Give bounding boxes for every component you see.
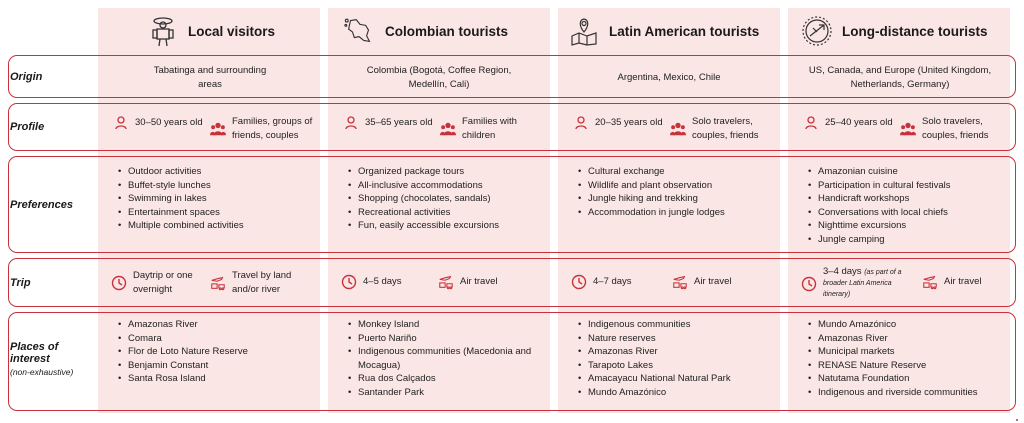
list-item: • Shopping (chocolates, sandals) <box>348 192 544 206</box>
trip-transport-colombian <box>438 274 544 290</box>
row-label-profile: Profile <box>10 121 45 133</box>
list-item: • Outdoor activities <box>118 165 314 179</box>
profile-age-local <box>113 115 205 131</box>
list-item: • Puerto Nariño <box>348 332 544 346</box>
duration-text: 4–5 days <box>363 276 402 288</box>
group-icon <box>210 121 226 137</box>
transport-text: Air travel <box>460 276 498 288</box>
profile-age-colombian <box>343 115 435 131</box>
trip-duration-latam <box>571 274 669 290</box>
list-item: • Buffet-style lunches <box>118 179 314 193</box>
column-title: Long-distance tourists <box>842 23 988 39</box>
list-item: • Amacayacu National Natural Park <box>578 372 774 386</box>
group-text: Families with children <box>462 116 517 141</box>
list-item: • Organized package tours <box>348 165 544 179</box>
list-item: • Amazonas River <box>808 332 1008 346</box>
list-item: • Santa Rosa Island <box>118 372 314 386</box>
origin-latam: Argentina, Mexico, Chile <box>617 72 721 83</box>
trip-duration-colombian <box>341 274 439 290</box>
trip-transport-local <box>210 269 316 296</box>
clock-icon <box>801 276 817 292</box>
colombia-map-icon <box>343 14 377 48</box>
trip-duration-longdistance <box>801 267 919 300</box>
transport-icon <box>210 275 226 291</box>
list-item: • Fun, easily accessible excursions <box>348 219 544 233</box>
column-header-longdistance <box>800 8 988 54</box>
list-item: • Santander Park <box>348 386 544 400</box>
row-label-origin: Origin <box>10 71 43 83</box>
transport-icon <box>672 274 688 290</box>
column-title: Local visitors <box>188 23 276 39</box>
list-item: • Indigenous communities <box>578 318 774 332</box>
list-item: • Rua dos Calçados <box>348 372 544 386</box>
trip-transport-longdistance <box>922 274 1012 290</box>
list-item: • Jungle hiking and trekking <box>578 192 774 206</box>
places-label-text: Places of interest <box>10 341 59 365</box>
age-text: 25–40 years old <box>825 117 893 129</box>
group-icon <box>440 121 456 137</box>
preferences-colombian <box>348 165 544 233</box>
age-icon <box>343 115 359 131</box>
origin-colombian: Colombia (Bogotá, Coffee Region, Medellín, Cali) <box>366 65 512 90</box>
list-item: • Indigenous and riverside communities <box>808 386 1008 400</box>
column-title: Colombian tourists <box>385 23 509 39</box>
list-item: • Municipal markets <box>808 345 1008 359</box>
globe-plane-icon <box>800 14 834 48</box>
profile-group-latam <box>670 115 776 142</box>
group-text: Families, groups of friends, couples <box>232 116 313 141</box>
list-item: • Cultural exchange <box>578 165 774 179</box>
list-item: • Mundo Amazónico <box>808 318 1008 332</box>
profile-age-longdistance <box>803 115 895 131</box>
age-icon <box>803 115 819 131</box>
group-icon <box>900 121 916 137</box>
profile-age-latam <box>573 115 665 131</box>
map-pin-icon <box>567 14 601 48</box>
list-item: • Nighttime excursions <box>808 219 1008 233</box>
places-colombian <box>348 318 544 399</box>
profile-group-colombian <box>440 115 546 142</box>
list-item: • Flor de Loto Nature Reserve <box>118 345 314 359</box>
clock-icon <box>341 274 357 290</box>
clock-icon <box>111 275 127 291</box>
list-item: • Nature reserves <box>578 332 774 346</box>
column-header-latam <box>567 8 759 54</box>
age-icon <box>573 115 589 131</box>
group-icon <box>670 121 686 137</box>
preferences-longdistance <box>808 165 1008 246</box>
places-local <box>118 318 314 386</box>
duration-note: (as part of a broader Latin America itinerary) <box>823 269 902 298</box>
group-text: Solo travelers, couples, friends <box>922 116 989 141</box>
column-header-local <box>146 8 275 54</box>
list-item: • RENASE Nature Reserve <box>808 359 1008 373</box>
transport-icon <box>922 274 938 290</box>
list-item: • All-inclusive accommodations <box>348 179 544 193</box>
traveler-icon <box>146 14 180 48</box>
profile-group-local <box>210 115 316 142</box>
transport-icon <box>438 274 454 290</box>
list-item: • Multiple combined activities <box>118 219 314 233</box>
list-item: • Tarapoto Lakes <box>578 359 774 373</box>
places-longdistance <box>808 318 1008 399</box>
duration-text: Daytrip or one overnight <box>133 270 193 295</box>
list-item: • Indigenous communities (Macedonia and Mocagua) <box>348 345 544 372</box>
column-title: Latin American tourists <box>609 23 760 39</box>
decorative-dot <box>1016 419 1018 421</box>
trip-transport-latam <box>672 274 778 290</box>
list-item: • Recreational activities <box>348 206 544 220</box>
list-item: • Monkey Island <box>348 318 544 332</box>
origin-local: Tabatinga and surrounding areas <box>153 65 267 90</box>
age-text: 20–35 years old <box>595 117 663 129</box>
group-text: Solo travelers, couples, friends <box>692 116 759 141</box>
list-item: • Participation in cultural festivals <box>808 179 1008 193</box>
list-item: • Amazonas River <box>118 318 314 332</box>
list-item: • Accommodation in jungle lodges <box>578 206 774 220</box>
list-item: • Natutama Foundation <box>808 372 1008 386</box>
transport-text: Air travel <box>944 276 982 288</box>
age-icon <box>113 115 129 131</box>
places-latam <box>578 318 774 399</box>
clock-icon <box>571 274 587 290</box>
list-item: • Amazonian cuisine <box>808 165 1008 179</box>
preferences-local <box>118 165 314 233</box>
column-header-colombian <box>343 8 508 54</box>
list-item: • Amazonas River <box>578 345 774 359</box>
row-label-preferences: Preferences <box>10 199 73 211</box>
list-item: • Wildlife and plant observation <box>578 179 774 193</box>
transport-text: Air travel <box>694 276 732 288</box>
list-item: • Handicraft workshops <box>808 192 1008 206</box>
duration-text: 4–7 days <box>593 276 632 288</box>
row-label-trip: Trip <box>10 277 31 289</box>
list-item: • Swimming in lakes <box>118 192 314 206</box>
preferences-latam <box>578 165 774 219</box>
list-item: • Comara <box>118 332 314 346</box>
transport-text: Travel by land and/or river <box>232 270 292 295</box>
profile-group-longdistance <box>900 115 1006 142</box>
trip-duration-local <box>111 269 209 296</box>
list-item: • Jungle camping <box>808 233 1008 247</box>
places-sublabel: (non-exhaustive) <box>10 367 74 377</box>
list-item: • Benjamin Constant <box>118 359 314 373</box>
age-text: 30–50 years old <box>135 117 203 129</box>
list-item: • Conversations with local chiefs <box>808 206 1008 220</box>
origin-longdistance: US, Canada, and Europe (United Kingdom, Netherlands, Germany) <box>808 65 992 90</box>
list-item: • Entertainment spaces <box>118 206 314 220</box>
age-text: 35–65 years old <box>365 117 433 129</box>
duration-text: 3–4 days <box>823 266 862 277</box>
row-label-places <box>10 341 90 377</box>
list-item: • Mundo Amazónico <box>578 386 774 400</box>
